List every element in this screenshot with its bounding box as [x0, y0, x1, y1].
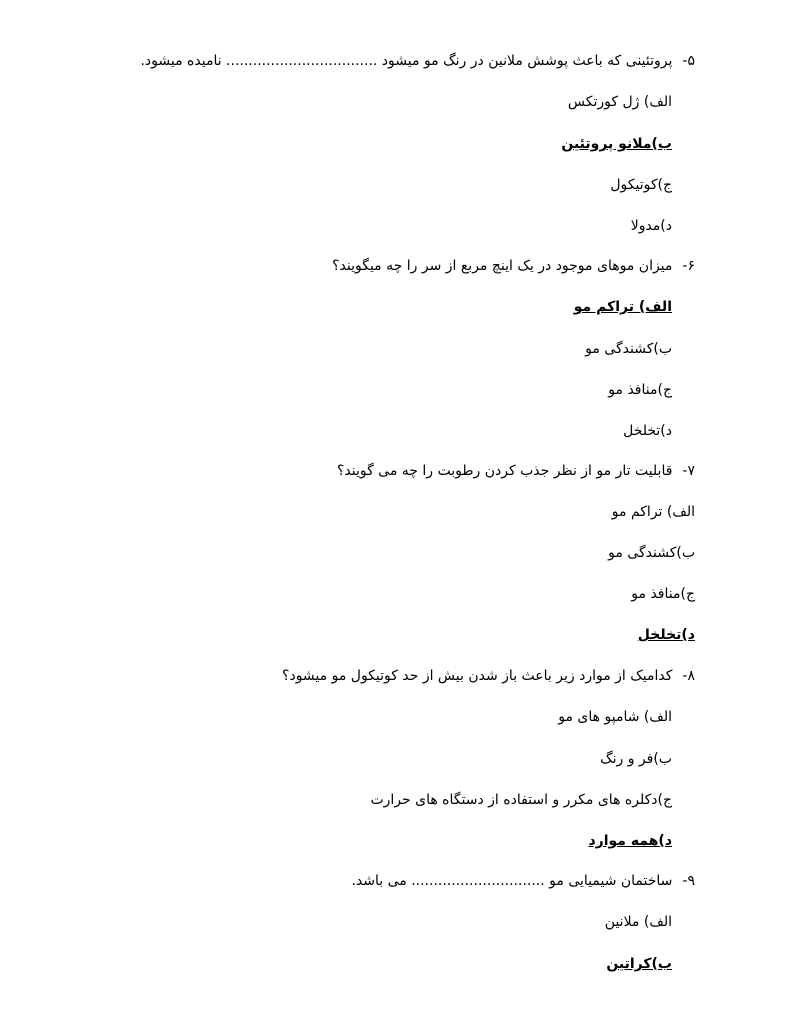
option-b: ب)کشندگی مو	[585, 341, 672, 357]
question-7	[337, 462, 695, 480]
option-d: د)مدولا	[630, 218, 672, 234]
option-b: ب)فر و رنگ	[600, 751, 672, 767]
option-b-correct: ب)ملانو پروتئین	[561, 136, 672, 152]
question-number: ۹-	[682, 873, 695, 889]
question-number: ۶-	[682, 258, 695, 274]
option-c: ج)منافذ مو	[631, 586, 695, 602]
question-text: ساختمان شیمیایی مو .............................. می باشد.	[351, 873, 673, 889]
question-text: پروتئینی که باعث پوشش ملانین در رنگ مو میشود .................................. نامیده میشود.	[140, 53, 673, 69]
option-a: الف) ژل کورتکس	[567, 94, 672, 110]
question-text: میزان موهای موجود در یک اینچ مربع از سر را چه میگویند؟	[332, 258, 673, 274]
option-d-correct: د)تخلخل	[637, 627, 695, 643]
option-d-correct: د)همه موارد	[588, 833, 672, 849]
question-number: ۵-	[682, 53, 695, 69]
option-d: د)تخلخل	[623, 423, 672, 439]
question-number: ۷-	[682, 463, 695, 479]
option-c: ج)کوتیکول	[610, 177, 672, 193]
option-a-correct: الف) تراکم مو	[573, 299, 672, 315]
question-6	[332, 257, 695, 275]
option-c: ج)دکلره های مکرر و استفاده از دستگاه های حرارت	[370, 792, 672, 808]
option-b-correct: ب)کراتین	[606, 956, 672, 972]
question-8	[282, 667, 695, 685]
question-5	[140, 52, 695, 70]
question-text: کدامیک از موارد زیر باعث باز شدن بیش از حد کوتیکول مو میشود؟	[282, 668, 673, 684]
option-b: ب)کشندگی مو	[608, 545, 695, 561]
question-number: ۸-	[682, 668, 695, 684]
option-a: الف) ملانین	[604, 914, 672, 930]
option-c: ج)منافذ مو	[608, 382, 672, 398]
option-a: الف) تراکم مو	[611, 504, 695, 520]
option-a: الف) شامپو های مو	[558, 709, 672, 725]
question-9	[351, 872, 695, 890]
question-text: قابلیت تار مو از نظر جذب کردن رطوبت را چه می گویند؟	[336, 463, 673, 479]
